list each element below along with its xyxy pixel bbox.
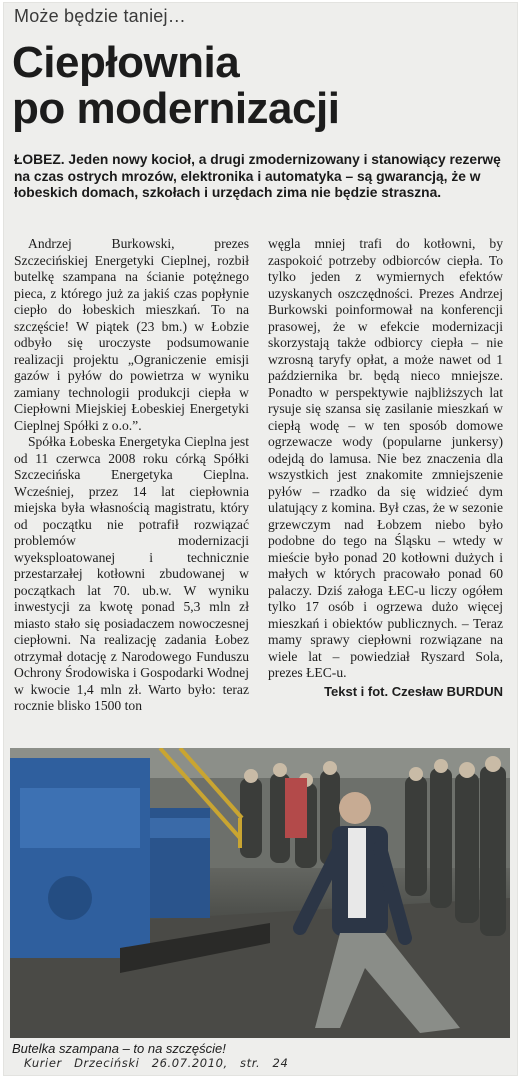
handwritten-source-note: Kurier Drzeciński 26.07.2010, str. 24 xyxy=(24,1056,289,1070)
article-kicker: Może będzie taniej… xyxy=(14,6,186,26)
column-right xyxy=(268,236,503,700)
article-lead: ŁOBEZ. Jeden nowy kocioł, a drugi zmodernizowany i stanowiący rezerwę na czas ostrych mrozów, elektronika i automatyka – są gwarancją, że w łobeskich domach, szkołach i urzędach zima nie będzie straszna. xyxy=(14,152,501,201)
byline-author: BURDUN xyxy=(446,683,503,699)
title-line-1: Ciepłownia xyxy=(12,38,240,87)
byline-prefix: Tekst i fot. Czesław xyxy=(324,683,447,699)
paragraph: Andrzej Burkowski, prezes Szczecińskiej Energetyki Cieplnej, rozbił butelkę szampana na ścianie potężnego pieca, z którego już za jakiś czas popłynie ciepło do łobeskich mieszkań. To na szczęście! W piątek (23 bm.) w Łobzie odbyło się uroczyste podsumowanie realizacji projektu „Ograniczenie emisji gazów i pyłów do powietrza w wyniku zamiany technologii produkcji ciepła w Ciepłowni Miejskiej Łobeskiej Energetyki Cieplnej Spółki z o.o.”. xyxy=(14,236,249,433)
paragraph: węgla mniej trafi do kotłowni, by zaspokoić potrzeby odbiorców ciepła. To tylko jeden z wymiernych efektów uzyskanych oszczędności. Prezes Andrzej Burkowski poinformował na konferencji prasowej, że w efekcie modernizacji skorzystają także odbiorcy ciepła – nie wzrosną taryfy opłat, a może nawet od 1 października br. będą nieco mniejsze. Ponadto w perspektywie najbliższych lat rysuje się szansa się zasilanie mieszkań w ciepłą wodę – w ten sposób domowe ogrzewacze wody (popularne junkersy) odejdą do lamusa. Nie bez znaczenia dla wszystkich jest znakomite zmniejszenie pyłów – rzadko da się widzieć dym ulatujący z komina. Był czas, że w sezonie grzewczym nad Łobzem niebo było podobne do tego na Śląsku – wtedy w mieście było ponad 20 kotłowni dużych i małych w których pracowało ponad 60 palaczy. Dziś załoga ŁEC-u liczy ogółem tylko 17 osób i ogrzewa dużo więcej mieszkań i obiektów publicznych. – Teraz mamy sprawy ciepłowni rozwiązane na wiele lat – powiedział Ryszard Sola, prezes ŁEC-u. xyxy=(268,236,503,680)
column-left xyxy=(14,236,249,715)
photo-red-shirt xyxy=(285,778,307,838)
article-photo xyxy=(10,748,510,1038)
article-title xyxy=(12,40,512,132)
title-line-2: po modernizacji xyxy=(12,84,340,133)
photo-illustration xyxy=(10,748,510,1038)
photo-caption: Butelka szampana – to na szczęście! xyxy=(12,1041,226,1056)
byline xyxy=(268,684,503,701)
paragraph: Spółka Łobeska Energetyka Cieplna jest od 11 czerwca 2008 roku córką Spółki Szczecińska Energetyka Cieplna. Wcześniej, przez 14 lat ciepłownia miejska była własnością magistratu, który od początku nie potrafił rozwiązać problemów modernizacji wyeksploatowanej i technicznie przestarzałej kotłowni zbudowanej w początkach lat 70. ub.w. W wyniku inwestycji za kwotę ponad 5,3 mln zł miasto stało się posiadaczem nowoczesnej ciepłowni. Na realizację zadania Łobez otrzymał dotację z Narodowego Funduszu Ochrony Środowiska i Gospodarki Wodnej w kwocie 1,4 mln zł. Warto było: teraz rocznie blisko 1500 ton xyxy=(14,434,249,713)
